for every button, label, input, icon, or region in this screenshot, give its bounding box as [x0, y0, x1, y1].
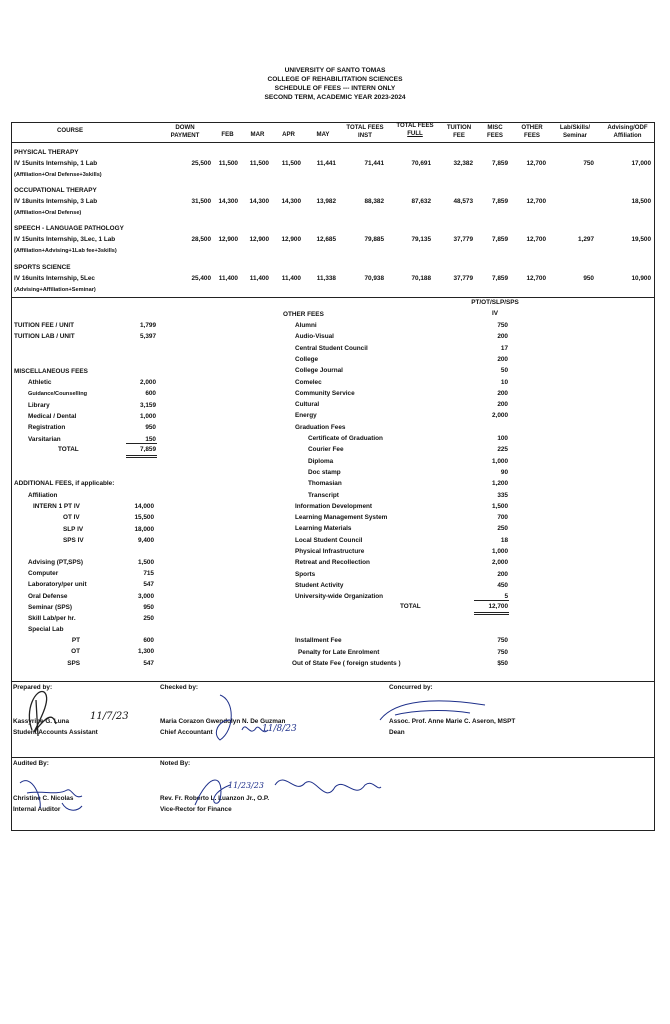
course-fee-cell: 11,500	[249, 160, 269, 167]
course-fee-cell: 12,700	[526, 198, 546, 205]
course-fee-cell: 12,700	[526, 275, 546, 282]
course-fee-cell: 70,691	[411, 160, 431, 167]
other-fee-label: Energy	[295, 412, 317, 420]
extra-fee-value: 1,500	[138, 559, 154, 566]
course-fee-cell: 11,400	[249, 275, 269, 282]
col-misc	[480, 124, 510, 139]
course-fee-cell: 11,400	[281, 275, 301, 282]
checked-name: Maria Corazon Gwendolyn N. De Guzman	[160, 718, 286, 725]
university-name: UNIVERSITY OF SANTO TOMAS	[284, 67, 386, 74]
special-lab-label: SPS	[67, 659, 80, 667]
misc-fee-label: Guidance/Counselling	[28, 391, 88, 398]
checked-title: Chief Accountant	[160, 729, 213, 736]
other-fee-value: 2,000	[492, 412, 508, 420]
checked-signature-image	[190, 690, 310, 745]
misc-total-label: TOTAL	[58, 446, 79, 453]
course-fee-cell: 7,859	[492, 160, 508, 167]
prepared-signature-image	[14, 680, 74, 740]
misc-fee-label: Varsitarian	[28, 435, 61, 443]
course-fee-cell: 32,382	[453, 160, 473, 167]
course-name: SPORTS SCIENCE	[14, 264, 71, 271]
course-fee-cell: 11,338	[316, 275, 336, 282]
noted-title: Vice-Rector for Finance	[160, 806, 232, 813]
checked-by-label: Checked by:	[160, 684, 199, 691]
other-fee-label: Retreat and Recollection	[295, 559, 370, 567]
other-fee-label: Learning Materials	[295, 525, 352, 533]
course-fee-cell: 25,400	[191, 275, 211, 282]
course-fee-cell: 11,500	[218, 160, 238, 167]
col-inst-label-2: INST	[358, 131, 372, 139]
other-fees-col-head-2: IV	[491, 310, 499, 317]
course-fee-cell: 18,500	[631, 198, 651, 205]
extra-fee-label: Advising (PT,SPS)	[28, 559, 84, 566]
other-fee-value: 5	[504, 593, 508, 601]
course-note: (Affiliation+Advising+1Lab fee+3skills)	[14, 248, 117, 254]
other-fee-label: Student Activity	[295, 581, 344, 589]
course-section-divider	[11, 297, 655, 298]
other-fee-value: 700	[497, 514, 508, 522]
concurred-name: Assoc. Prof. Anne Marie C. Aseron, MSPT	[389, 718, 516, 725]
graduation-fee-value: 100	[497, 435, 508, 442]
other-fee-value: 10	[500, 378, 508, 386]
extra-fee-value: 250	[143, 615, 154, 622]
course-fee-cell: 70,938	[364, 275, 384, 282]
graduation-fee-value: 1,000	[492, 457, 508, 465]
graduation-fee-value: 90	[500, 468, 508, 476]
graduation-fee-label: Certificate of Graduation	[308, 435, 383, 442]
special-lab-label: Special Lab	[28, 626, 64, 633]
course-fee-cell: 12,700	[526, 236, 546, 243]
extra-fee-label: Skill Lab/per hr.	[28, 615, 76, 622]
course-fee-cell: 70,188	[411, 275, 431, 282]
misc-total-rule	[126, 443, 157, 444]
misc-total-double-rule-1	[126, 455, 157, 456]
other-fee-label: Local Student Council	[295, 536, 363, 544]
course-fee-cell: 12,900	[218, 236, 238, 243]
intern-fee-value: 15,500	[134, 514, 154, 522]
extra-fee-label: Computer	[28, 570, 59, 578]
other-fee-value: 2,000	[492, 559, 508, 567]
course-note: (Affiliation+Oral Defense+3skills)	[14, 172, 102, 178]
graduation-fee-value: 225	[497, 446, 508, 454]
col-feb: FEB	[221, 131, 234, 138]
signature-section-divider	[11, 681, 655, 682]
other-fee-value: 200	[497, 401, 508, 409]
col-down-payment	[160, 124, 210, 139]
misc-fee-label: Registration	[28, 424, 66, 432]
course-fee-cell: 25,500	[191, 160, 211, 167]
misc-total-double-rule-2	[126, 457, 157, 458]
course-fee-cell: 71,441	[364, 160, 384, 167]
header-divider	[11, 142, 655, 143]
graduation-fee-value: 1,200	[492, 480, 508, 488]
special-lab-value: 600	[143, 637, 154, 644]
course-name: PHYSICAL THERAPY	[14, 149, 79, 156]
graduation-fee-label: Courier Fee	[308, 446, 344, 454]
col-adv-label-2: Affiliation	[613, 131, 642, 139]
concurred-by-label: Concurred by:	[389, 684, 433, 691]
other-fee-label: Learning Management System	[295, 514, 388, 522]
graduation-fee-label: Thomasian	[308, 480, 342, 488]
extra-fee-label: Laboratory/per unit	[28, 581, 87, 589]
graduation-fee-label: Transcript	[308, 491, 339, 499]
col-adv-label-1: Advising/ODF	[607, 124, 648, 131]
col-mar: MAR	[250, 131, 265, 138]
other-fee-value: 250	[497, 525, 508, 533]
intern-fee-value: 18,000	[134, 525, 154, 533]
other-fee-label: College	[295, 355, 319, 363]
col-other	[515, 124, 549, 139]
col-inst-label-1: TOTAL FEES	[346, 124, 384, 131]
noted-name: Rev. Fr. Roberto L. Luanzon Jr., O.P.	[160, 795, 270, 802]
course-fee-cell: 17,000	[631, 160, 651, 167]
other-fee-value: 200	[497, 355, 508, 363]
other-fees-col-head-1: PT/OT/SLP/SPS	[471, 299, 519, 306]
checked-date: 11/8/23	[262, 724, 297, 734]
intern-fee-value: 14,000	[134, 503, 154, 510]
misc-fee-value: 950	[145, 424, 156, 432]
audited-signature-image	[12, 768, 102, 818]
noted-signature-image	[185, 765, 385, 820]
intern-fee-value: 9,400	[138, 536, 154, 544]
other-fee-value: 750	[497, 322, 508, 329]
other-fee-label: Graduation Fees	[295, 423, 346, 431]
other-fee-label: Cultural	[295, 401, 320, 409]
col-advising	[600, 124, 655, 139]
extra-fee-value: 3,000	[138, 592, 154, 600]
col-other-label-1: OTHER	[521, 124, 543, 131]
other-fee-label: Community Service	[295, 389, 355, 397]
out-of-state-label: Out of State Fee ( foreign students )	[292, 660, 401, 667]
other-fee-label: Audio-Visual	[295, 333, 334, 341]
course-fee-cell: 12,700	[526, 160, 546, 167]
course-note: (Advising+Affiliation+Seminar)	[14, 287, 96, 293]
prepared-name: Kassyrine G. Luna	[13, 718, 70, 725]
audited-name: Christine C. Nicolas	[13, 795, 74, 802]
intern-fee-label: SPS IV	[63, 536, 84, 544]
col-tuition	[440, 124, 478, 139]
misc-fee-label: Library	[28, 401, 50, 409]
tuition-lab-value: 5,397	[140, 333, 156, 340]
col-tuition-label-1: TUITION	[446, 124, 472, 131]
other-fee-value: 18	[500, 536, 508, 544]
misc-fee-label: Athletic	[28, 379, 52, 386]
graduation-fee-label: Doc stamp	[308, 468, 341, 476]
penalty-label: Penalty for Late Enrolment	[298, 649, 380, 656]
col-full-label-2: FULL	[407, 129, 423, 137]
course-units: IV 15units Internship, 1 Lab	[14, 160, 98, 167]
other-fee-value: 17	[500, 344, 508, 352]
course-fee-cell: 14,300	[249, 198, 269, 205]
tuition-unit-label: TUITION FEE / UNIT	[14, 322, 74, 329]
course-fee-cell: 79,135	[411, 236, 431, 243]
tuition-unit-value: 1,799	[140, 322, 156, 329]
graduation-fee-label: Diploma	[308, 457, 334, 465]
other-total-rule	[474, 600, 509, 601]
schedule-title: SCHEDULE OF FEES --- INTERN ONLY	[274, 85, 396, 92]
course-fee-cell: 79,885	[364, 236, 384, 243]
col-lab-label-2: Seminar	[562, 131, 588, 139]
additional-fees-title: ADDITIONAL FEES, if applicable:	[14, 480, 115, 487]
course-fee-cell: 48,573	[453, 198, 473, 205]
misc-fee-value: 2,000	[140, 379, 156, 386]
other-total-label: TOTAL	[400, 603, 421, 610]
extra-fee-label: Seminar (SPS)	[28, 603, 73, 611]
course-fee-cell: 11,400	[218, 275, 238, 282]
other-fee-label: Information Development	[295, 502, 373, 510]
term-title: SECOND TERM, ACADEMIC YEAR 2023-2024	[264, 94, 406, 101]
out-of-state-value: $50	[497, 660, 508, 667]
misc-fee-label: Medical / Dental	[28, 412, 77, 420]
course-name: OCCUPATIONAL THERAPY	[14, 187, 97, 194]
course-fee-cell: 37,779	[453, 236, 473, 243]
course-fee-cell: 950	[583, 275, 594, 282]
installment-value: 750	[497, 637, 508, 644]
course-fee-cell: 10,900	[631, 275, 651, 282]
noted-by-label: Noted By:	[160, 760, 191, 767]
col-misc-label-1: MISC	[487, 124, 503, 131]
course-fee-cell: 88,382	[364, 198, 384, 205]
course-fee-cell: 87,632	[411, 198, 431, 205]
installment-label: Installment Fee	[295, 637, 342, 644]
course-fee-cell: 37,779	[453, 275, 473, 282]
other-fee-label: Comelec	[295, 378, 322, 386]
col-lab-label-1: Lab/Skills/	[559, 124, 591, 131]
course-fee-cell: 12,900	[281, 236, 301, 243]
course-fee-cell: 7,859	[492, 275, 508, 282]
course-fee-cell: 750	[583, 160, 594, 167]
misc-fee-value: 1,000	[140, 412, 156, 420]
course-name: SPEECH - LANGUAGE PATHOLOGY	[14, 225, 124, 232]
prepared-title: Student Accounts Assistant	[13, 729, 98, 736]
col-tuition-label-2: FEE	[453, 131, 465, 139]
col-may: MAY	[316, 131, 330, 138]
course-fee-cell: 13,982	[316, 198, 336, 205]
col-lab-skills	[551, 124, 599, 139]
other-fee-value: 200	[497, 570, 508, 578]
other-fee-label: College Journal	[295, 367, 343, 375]
extra-fee-label: Oral Defense	[28, 592, 68, 600]
special-lab-value: 547	[143, 659, 154, 667]
other-total-value: 12,700	[488, 603, 508, 610]
other-fee-value: 200	[497, 333, 508, 341]
extra-fee-value: 950	[143, 603, 154, 611]
col-total-full	[392, 122, 438, 137]
course-fee-cell: 1,297	[578, 236, 594, 243]
col-other-label-2: FEES	[524, 131, 540, 139]
other-fee-value: 450	[497, 581, 508, 589]
penalty-value: 750	[497, 649, 508, 656]
misc-fee-value: 3,159	[140, 401, 156, 409]
audited-by-label: Audited By:	[13, 760, 49, 767]
affiliation-label: Affiliation	[28, 492, 58, 499]
misc-fees-title: MISCELLANEOUS FEES	[14, 368, 88, 375]
misc-fee-value: 150	[145, 435, 156, 443]
col-full-label-1: TOTAL FEES	[396, 122, 434, 129]
other-fee-value: 200	[497, 389, 508, 397]
intern-fee-label: SLP IV	[63, 525, 84, 533]
other-total-double-rule-1	[474, 612, 509, 613]
other-fee-label: Sports	[295, 570, 316, 578]
course-fee-cell: 14,300	[218, 198, 238, 205]
course-units: IV 15units Internship, 3Lec, 1 Lab	[14, 236, 116, 243]
graduation-fee-value: 335	[497, 491, 508, 499]
course-note: (Affiliation+Oral Defense)	[14, 210, 82, 216]
prepared-date: 11/7/23	[90, 711, 129, 722]
college-name: COLLEGE OF REHABILITATION SCIENCES	[267, 76, 403, 83]
misc-fee-value: 600	[145, 390, 156, 398]
concurred-title: Dean	[389, 729, 405, 736]
col-apr: APR	[282, 131, 295, 138]
course-fee-cell: 11,441	[316, 160, 336, 167]
course-fee-cell: 14,300	[281, 198, 301, 205]
extra-fee-value: 715	[143, 570, 154, 578]
course-fee-cell: 31,500	[191, 198, 211, 205]
prepared-by-label: Prepared by:	[13, 684, 53, 691]
other-fee-value: 50	[500, 367, 508, 375]
intern-fee-label: INTERN 1 PT IV	[33, 503, 80, 510]
special-lab-label: OT	[71, 648, 80, 656]
concurred-signature-image	[375, 695, 495, 725]
course-fee-cell: 12,900	[249, 236, 269, 243]
other-fee-label: Central Student Council	[295, 344, 368, 352]
misc-total-value: 7,859	[140, 446, 156, 453]
course-units: IV 16units Internship, 5Lec	[14, 275, 95, 282]
col-course: COURSE	[56, 127, 84, 134]
other-fee-label: University-wide Organization	[295, 593, 384, 601]
col-down-label-1: DOWN	[175, 124, 195, 131]
other-fee-value: 1,500	[492, 502, 508, 510]
other-fee-label: Alumni	[295, 322, 317, 329]
noted-date: 11/23/23	[228, 781, 264, 790]
course-fee-cell: 12,685	[316, 236, 336, 243]
col-down-label-2: PAYMENT	[170, 131, 200, 139]
course-fee-cell: 7,859	[492, 198, 508, 205]
intern-fee-label: OT IV	[63, 514, 80, 522]
special-lab-value: 1,300	[138, 648, 154, 656]
course-fee-cell: 28,500	[191, 236, 211, 243]
course-fee-cell: 7,859	[492, 236, 508, 243]
course-fee-cell: 11,500	[281, 160, 301, 167]
other-fee-value: 1,000	[492, 548, 508, 555]
signature-row-divider	[11, 757, 655, 758]
course-fee-cell: 19,500	[631, 236, 651, 243]
col-total-inst	[342, 124, 388, 139]
col-misc-label-2: FEES	[487, 131, 503, 139]
audited-title: Internal Auditor	[13, 806, 61, 813]
special-lab-label: PT	[71, 637, 80, 644]
course-units: IV 18units Internship, 3 Lab	[14, 198, 98, 205]
other-total-double-rule-2	[474, 614, 509, 615]
other-fee-label: Physical Infrastructure	[295, 548, 365, 555]
extra-fee-value: 547	[143, 581, 154, 589]
tuition-lab-label: TUITION LAB / UNIT	[14, 333, 75, 340]
other-fees-title: OTHER FEES	[283, 311, 324, 318]
